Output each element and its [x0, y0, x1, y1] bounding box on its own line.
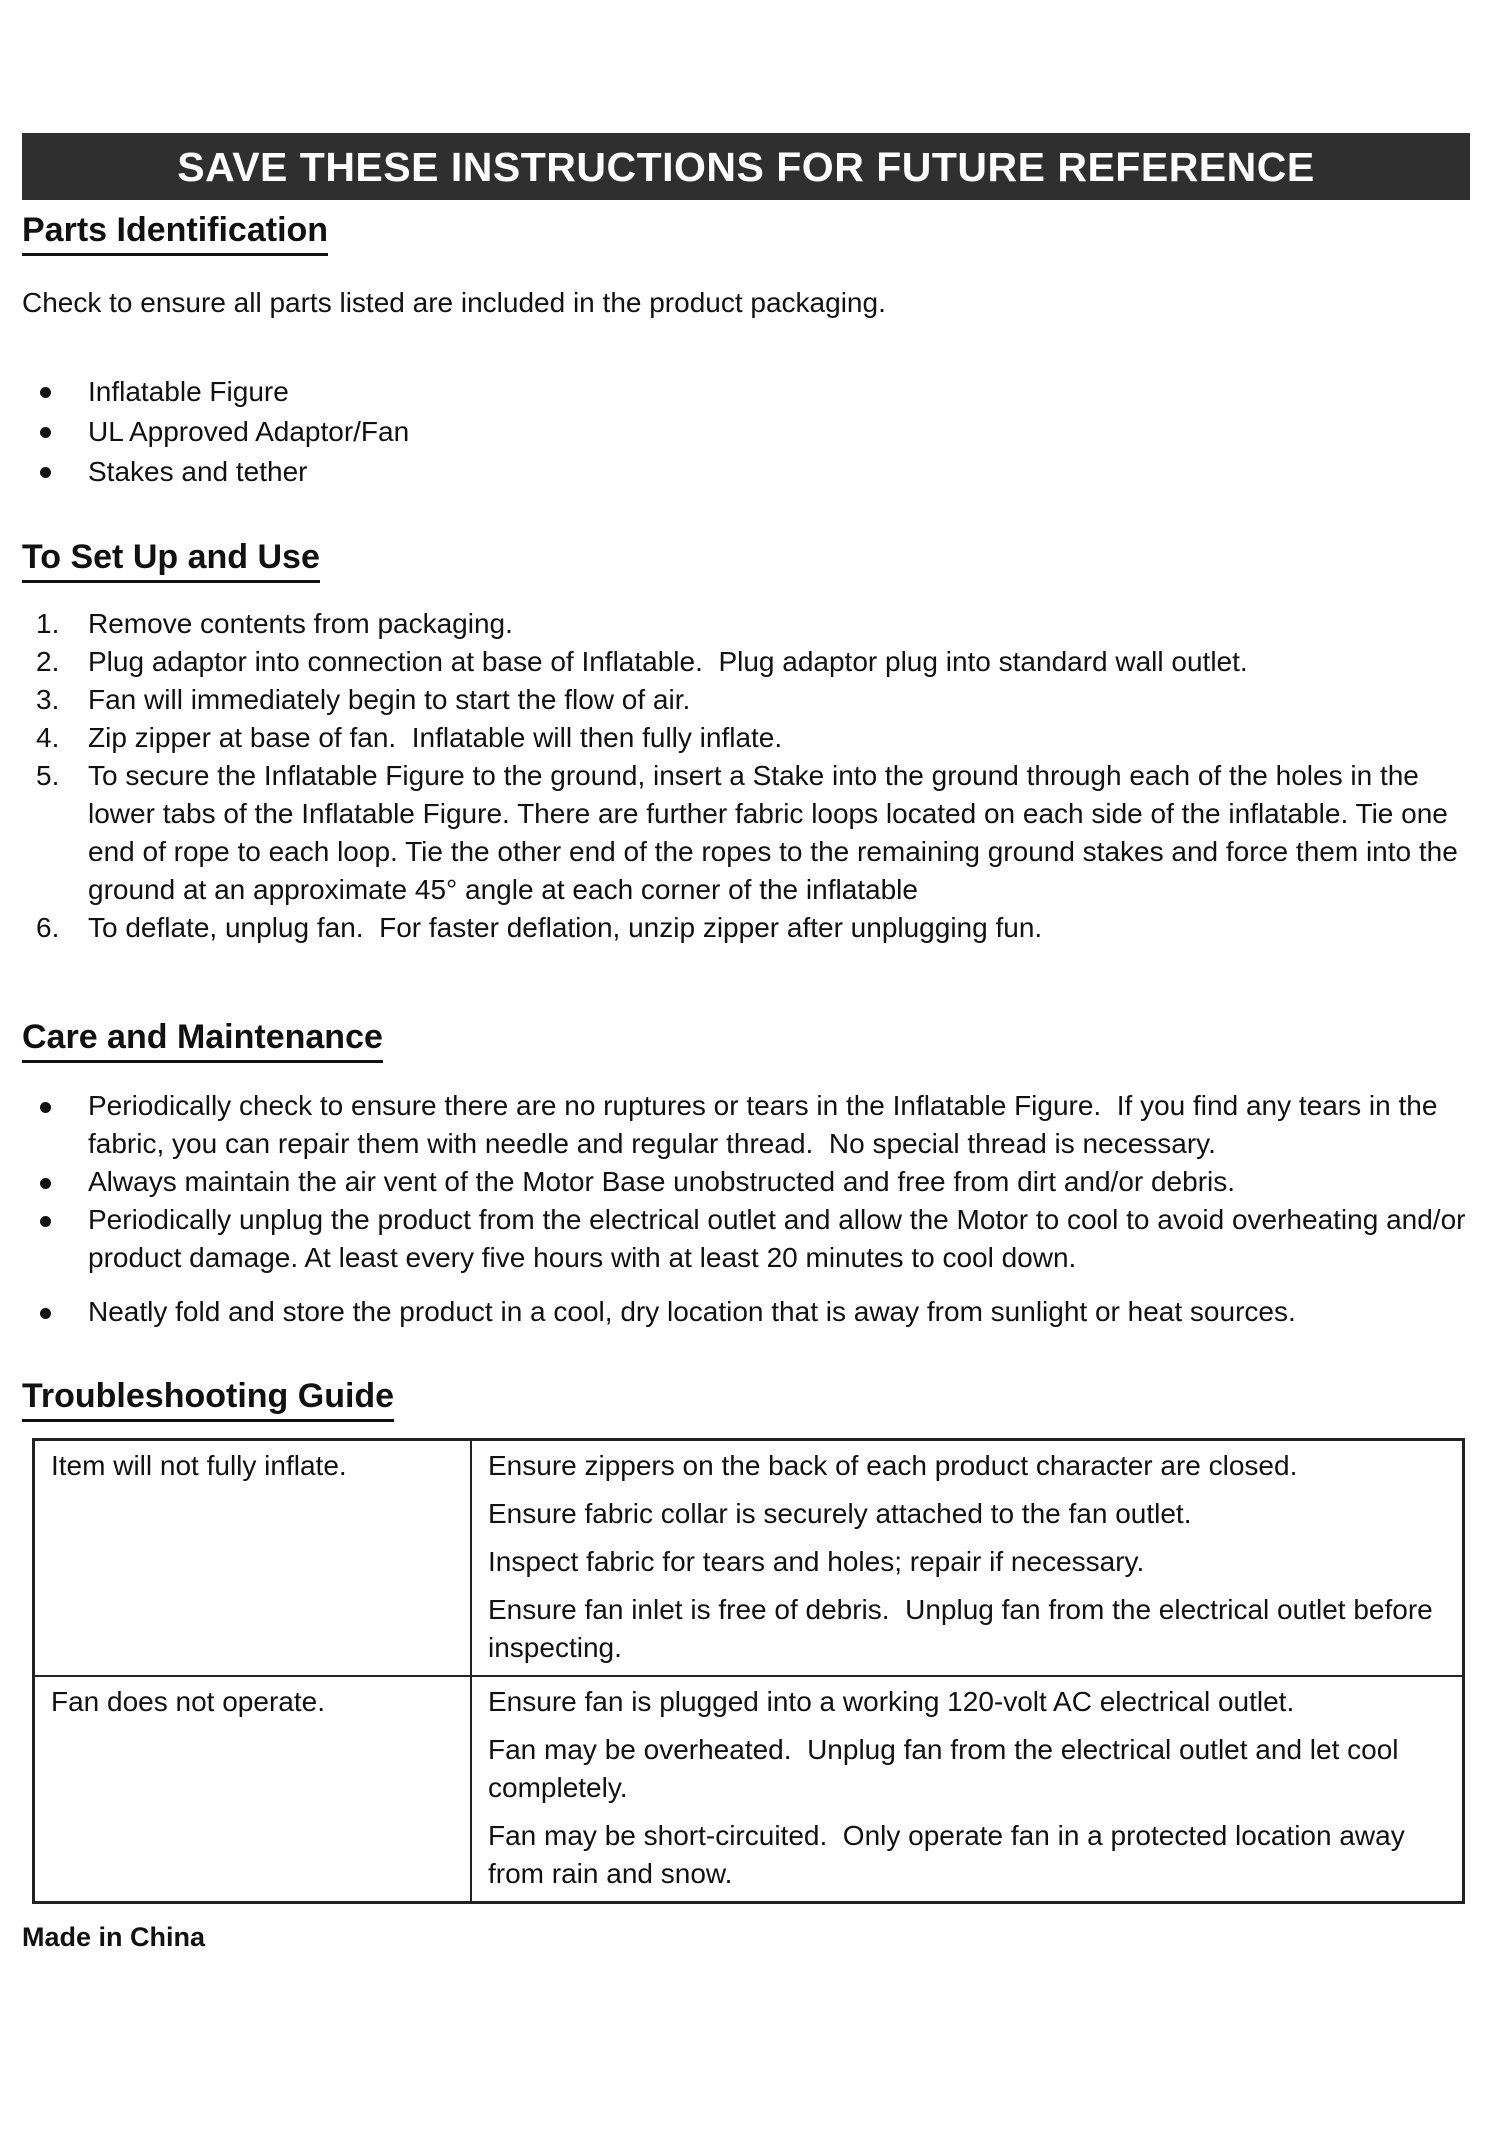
- step-number: [22, 909, 88, 947]
- troubleshooting-table-body: [34, 1440, 1464, 1903]
- care-list-item-text: Periodically check to ensure there are no ruptures or tears in the Inflatable Figure. If you find any tears in the fabric, you can repair them with needle and regular thread. No special thread is necessary.: [88, 1090, 1446, 1159]
- section-setup-and-use: [22, 537, 1470, 947]
- section-parts-identification: [22, 210, 1470, 492]
- parts-list-item: [22, 452, 1470, 492]
- step-number: [22, 757, 88, 795]
- solutions-group: [488, 1447, 1448, 1667]
- troubleshooting-table: [32, 1438, 1465, 1904]
- bullet-icon: [22, 452, 88, 478]
- solution-text: Fan may be short-circuited. Only operate fan in a protected location away from rain and snow.: [488, 1820, 1413, 1889]
- solution-text: Ensure fan inlet is free of debris. Unplug fan from the electrical outlet before inspecting.: [488, 1594, 1441, 1663]
- save-instructions-banner: [22, 133, 1470, 200]
- banner-text: SAVE THESE INSTRUCTIONS FOR FUTURE REFERENCE: [177, 143, 1315, 190]
- setup-step: [22, 643, 1470, 681]
- care-list-item-text: Periodically unplug the product from the electrical outlet and allow the Motor to cool to avoid overheating and/or product damage. At least every five hours with at least 20 minutes to cool down.: [88, 1204, 1474, 1273]
- parts-list-item-text: UL Approved Adaptor/Fan: [88, 416, 410, 447]
- solution-text: Ensure fan is plugged into a working 120-volt AC electrical outlet.: [488, 1686, 1295, 1717]
- parts-list: [22, 372, 1470, 492]
- bullet-dot-icon: [40, 1178, 51, 1189]
- table-row: [34, 1440, 1464, 1677]
- solution-text: Ensure fabric collar is securely attached to the fan outlet.: [488, 1498, 1192, 1529]
- solution-text: Inspect fabric for tears and holes; repair if necessary.: [488, 1546, 1145, 1577]
- care-heading: Care and Maintenance: [22, 1017, 383, 1063]
- step-text: To deflate, unplug fan. For faster deflation, unzip zipper after unplugging fun.: [88, 912, 1043, 943]
- step-number-text: 1.: [36, 608, 60, 639]
- bullet-icon: [22, 412, 88, 438]
- problem-cell: Fan does not operate.: [34, 1676, 472, 1903]
- bullet-dot-icon: [40, 467, 51, 478]
- bullet-dot-icon: [40, 1308, 51, 1319]
- step-number: [22, 605, 88, 643]
- step-text: Fan will immediately begin to start the flow of air.: [88, 684, 691, 715]
- step-text: Plug adaptor into connection at base of Inflatable. Plug adaptor plug into standard wall outlet.: [88, 646, 1248, 677]
- problem-cell: Item will not fully inflate.: [34, 1440, 472, 1677]
- solutions-group: [488, 1683, 1448, 1893]
- bullet-icon: [22, 1293, 88, 1319]
- parts-list-item: [22, 372, 1470, 412]
- bullet-icon: [22, 372, 88, 398]
- care-list-item: [22, 1087, 1470, 1163]
- parts-identification-heading: Parts Identification: [22, 210, 328, 256]
- step-number: [22, 681, 88, 719]
- care-list-item: [22, 1201, 1474, 1277]
- care-list-item-text: Neatly fold and store the product in a cool, dry location that is away from sunlight or heat sources.: [88, 1296, 1296, 1327]
- step-text: Remove contents from packaging.: [88, 608, 513, 639]
- step-number-text: 3.: [36, 684, 60, 715]
- step-number-text: 5.: [36, 760, 60, 791]
- bullet-icon: [22, 1163, 88, 1189]
- bullet-dot-icon: [40, 387, 51, 398]
- table-row: [34, 1676, 1464, 1903]
- parts-intro-text: Check to ensure all parts listed are included in the product packaging.: [22, 287, 886, 318]
- setup-step: [22, 719, 1470, 757]
- setup-step: [22, 681, 1470, 719]
- made-in-china-label: Made in China: [22, 1922, 206, 1952]
- setup-step: [22, 605, 1470, 643]
- solution-text: Fan may be overheated. Unplug fan from the electrical outlet and let cool completely.: [488, 1734, 1407, 1803]
- troubleshooting-heading: Troubleshooting Guide: [22, 1376, 394, 1422]
- bullet-icon: [22, 1087, 88, 1113]
- step-text: Zip zipper at base of fan. Inflatable will then fully inflate.: [88, 722, 783, 753]
- care-list-item: [22, 1163, 1470, 1201]
- solutions-cell: [471, 1440, 1464, 1677]
- bullet-icon: [22, 1201, 88, 1227]
- setup-step: [22, 909, 1470, 947]
- bullet-dot-icon: [40, 1216, 51, 1227]
- parts-list-item: [22, 412, 1470, 452]
- step-number-text: 4.: [36, 722, 60, 753]
- care-list-item: [22, 1293, 1470, 1331]
- setup-heading: To Set Up and Use: [22, 537, 320, 583]
- care-list: [22, 1087, 1474, 1331]
- care-list-item-text: Always maintain the air vent of the Motor Base unobstructed and free from dirt and/or debris.: [88, 1166, 1236, 1197]
- step-number: [22, 719, 88, 757]
- step-number-text: 6.: [36, 912, 60, 943]
- section-troubleshooting: [22, 1376, 1470, 1904]
- bullet-dot-icon: [40, 1102, 51, 1113]
- bullet-dot-icon: [40, 427, 51, 438]
- setup-steps-list: [22, 605, 1470, 947]
- step-number: [22, 643, 88, 681]
- parts-list-item-text: Stakes and tether: [88, 456, 308, 487]
- setup-step: [22, 757, 1470, 909]
- step-text: To secure the Inflatable Figure to the ground, insert a Stake into the ground through each of the holes in the lower tabs of the Inflatable Figure. There are further fabric loops located on each side of the inflatable. Tie one end of rope to each loop. Tie the other end of the ropes to the remaining ground stakes and force them into the ground at an approximate 45° angle at each corner of the inflatable: [88, 760, 1466, 905]
- parts-list-item-text: Inflatable Figure: [88, 376, 289, 407]
- section-care-and-maintenance: [22, 1017, 1474, 1331]
- step-number-text: 2.: [36, 646, 60, 677]
- solution-text: Ensure zippers on the back of each product character are closed.: [488, 1450, 1298, 1481]
- solutions-cell: [471, 1676, 1464, 1903]
